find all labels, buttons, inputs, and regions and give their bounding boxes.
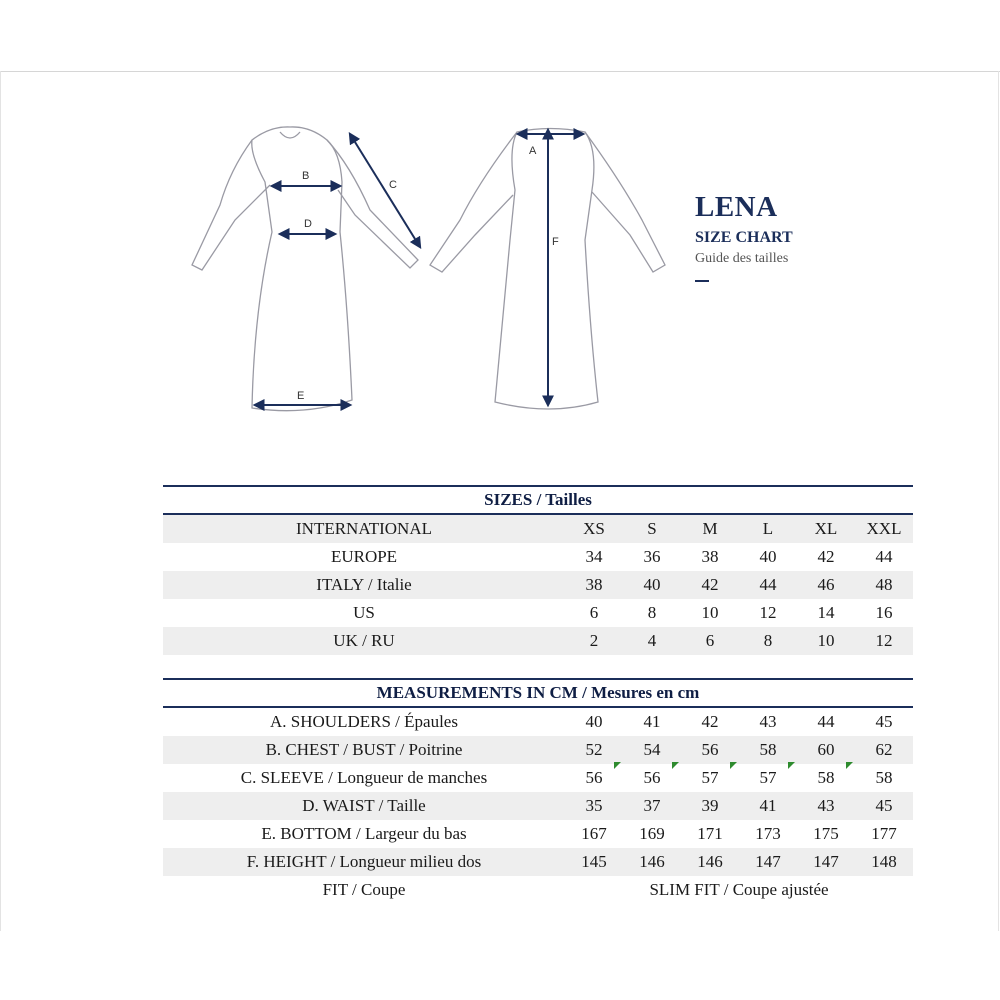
cell: XXL xyxy=(855,514,913,543)
cell: 41 xyxy=(739,792,797,820)
measurements-table xyxy=(163,678,913,904)
cell: 167 xyxy=(581,824,607,843)
size-chart-title: SIZE CHART xyxy=(695,229,793,246)
cell: 8 xyxy=(647,603,657,622)
row-label: ITALY / Italie xyxy=(163,571,565,599)
row-label: E. BOTTOM / Largeur du bas xyxy=(261,824,467,843)
row-label: D. WAIST / Taille xyxy=(163,792,565,820)
cell: 41 xyxy=(643,712,661,731)
cell: 8 xyxy=(739,627,797,655)
cell: 4 xyxy=(623,627,681,655)
row-label: UK / RU xyxy=(163,627,565,655)
cell: XL xyxy=(797,514,855,543)
cell: 175 xyxy=(813,824,839,843)
cell-value: 56 xyxy=(585,768,603,787)
cell: 39 xyxy=(681,792,739,820)
cell: 56 xyxy=(681,736,739,764)
cell: 171 xyxy=(697,824,723,843)
label-f: F xyxy=(552,236,559,248)
cell: 147 xyxy=(739,848,797,876)
cell: 34 xyxy=(585,547,603,566)
cell: 14 xyxy=(817,603,835,622)
cell: 38 xyxy=(701,547,719,566)
cell: 146 xyxy=(681,848,739,876)
cell-value: 57 xyxy=(759,768,777,787)
label-d: D xyxy=(304,218,312,230)
cell: 46 xyxy=(797,571,855,599)
cell: S xyxy=(623,514,681,543)
cell: 40 xyxy=(759,547,777,566)
cell: 169 xyxy=(639,824,665,843)
cell: 16 xyxy=(875,603,893,622)
cell: M xyxy=(681,514,739,543)
top-divider xyxy=(0,71,1000,72)
title-dash xyxy=(695,280,709,282)
fit-label: FIT / Coupe xyxy=(322,880,406,899)
row-label: B. CHEST / BUST / Poitrine xyxy=(163,736,565,764)
fit-value: SLIM FIT / Coupe ajustée xyxy=(649,880,829,899)
size-chart-subtitle-fr: Guide des tailles xyxy=(695,251,789,266)
cell: 145 xyxy=(565,848,623,876)
cell: 42 xyxy=(701,712,719,731)
table-row xyxy=(163,848,913,876)
cell: 54 xyxy=(623,736,681,764)
cell: 45 xyxy=(855,792,913,820)
cell: 177 xyxy=(871,824,897,843)
measurements-header xyxy=(163,679,913,707)
cell: 36 xyxy=(643,547,661,566)
row-label: EUROPE xyxy=(330,547,398,566)
cell: 10 xyxy=(797,627,855,655)
cell: 44 xyxy=(817,712,835,731)
table-row xyxy=(163,876,913,904)
cell: 52 xyxy=(565,736,623,764)
table-row xyxy=(163,764,913,792)
table-row xyxy=(163,514,913,543)
right-border xyxy=(998,71,999,931)
cell-value: 58 xyxy=(817,768,835,787)
cell: 38 xyxy=(565,571,623,599)
label-b: B xyxy=(302,170,310,182)
table-row xyxy=(163,571,913,599)
cell-value: 58 xyxy=(875,768,893,787)
comment-marker-icon xyxy=(614,762,621,769)
cell: 40 xyxy=(623,571,681,599)
dress-diagram xyxy=(180,110,680,430)
cell: 43 xyxy=(759,712,777,731)
cell: 60 xyxy=(797,736,855,764)
row-label: F. HEIGHT / Longueur milieu dos xyxy=(163,848,565,876)
cell: 48 xyxy=(855,571,913,599)
product-title: LENA xyxy=(695,191,778,223)
table-row xyxy=(163,599,913,627)
table-row xyxy=(163,707,913,736)
table-row xyxy=(163,627,913,655)
cell: 146 xyxy=(623,848,681,876)
sizes-header xyxy=(163,486,913,514)
cell: 58 xyxy=(739,736,797,764)
cell xyxy=(855,764,913,792)
cell: 37 xyxy=(623,792,681,820)
comment-marker-icon xyxy=(672,762,679,769)
cell: 35 xyxy=(565,792,623,820)
row-label: US xyxy=(353,603,375,622)
sizes-table xyxy=(163,485,913,655)
cell: 44 xyxy=(739,571,797,599)
cell-value: 56 xyxy=(643,768,661,787)
row-label: INTERNATIONAL xyxy=(163,514,565,543)
cell: L xyxy=(739,514,797,543)
measurements-title: MEASUREMENTS IN CM / Mesures en cm xyxy=(163,679,913,707)
cell: 147 xyxy=(797,848,855,876)
brand-block xyxy=(695,190,793,282)
cell: 45 xyxy=(875,712,893,731)
cell: 40 xyxy=(585,712,603,731)
cell: 2 xyxy=(565,627,623,655)
cell-value: 57 xyxy=(701,768,719,787)
cell: 44 xyxy=(875,547,893,566)
row-label: A. SHOULDERS / Épaules xyxy=(270,712,458,731)
cell: XS xyxy=(565,514,623,543)
cell: 12 xyxy=(855,627,913,655)
label-c: C xyxy=(389,179,397,191)
comment-marker-icon xyxy=(846,762,853,769)
cell: 12 xyxy=(759,603,777,622)
cell: 62 xyxy=(855,736,913,764)
row-label: C. SLEEVE / Longueur de manches xyxy=(240,768,488,787)
left-border xyxy=(0,71,1,931)
cell: 6 xyxy=(589,603,599,622)
comment-marker-icon xyxy=(730,762,737,769)
comment-marker-icon xyxy=(788,762,795,769)
cell: 148 xyxy=(855,848,913,876)
cell: 173 xyxy=(755,824,781,843)
cell: 43 xyxy=(797,792,855,820)
label-a: A xyxy=(529,145,537,157)
sizes-title: SIZES / Tailles xyxy=(163,486,913,514)
table-row xyxy=(163,792,913,820)
label-e: E xyxy=(297,390,305,402)
table-row xyxy=(163,543,913,571)
cell: 42 xyxy=(817,547,835,566)
cell: 42 xyxy=(681,571,739,599)
cell: 10 xyxy=(701,603,719,622)
cell: 6 xyxy=(681,627,739,655)
table-row xyxy=(163,820,913,848)
table-row xyxy=(163,736,913,764)
